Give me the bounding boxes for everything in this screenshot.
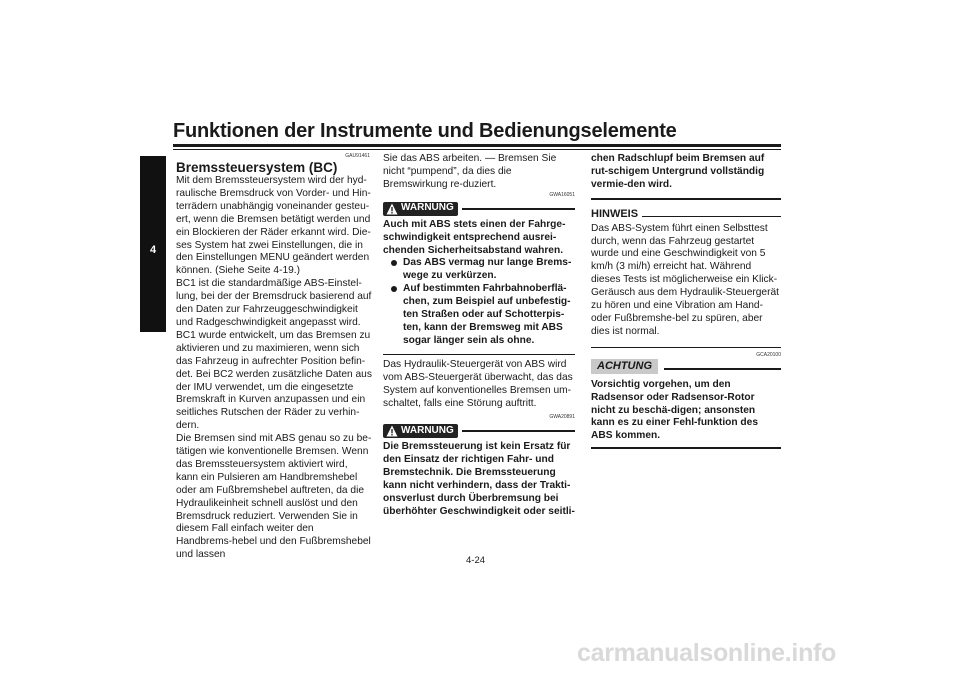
- warning-label: WARNUNG: [401, 202, 454, 214]
- warning-code: GWA20891: [549, 414, 575, 421]
- page-header: [173, 120, 781, 150]
- caution-end-rule: [591, 447, 781, 449]
- warning-code: GWA16051: [549, 191, 575, 198]
- warning-badge: [383, 202, 458, 216]
- warning-text: Die Bremssteuerung ist kein Ersatz für den Einsatz der richtigen Fahr- und Bremstechnik. Die Bremssteuerung kann nicht verhindern, dass der Trakti-onsverlust durch Überbremsung bei überhöhter Geschwindigkeit oder seitli-: [383, 441, 575, 517]
- warning-text-continued: chen Radschlupf beim Bremsen auf rut-schigem Untergrund vollständig vermie-den wird.: [591, 153, 765, 190]
- page-title: Funktionen der Instrumente und Bedienungselemente: [173, 120, 677, 142]
- note-header: [591, 208, 781, 221]
- section-title: Bremssteuersystem (BC): [176, 160, 338, 175]
- caution-header: [591, 359, 781, 374]
- warning-header: [383, 424, 575, 438]
- chapter-tab-number: 4: [150, 244, 157, 256]
- paragraph: Das Hydraulik-Steuergerät von ABS wird vom ABS-Steuergerät überwacht, das das System auf konventionelles Bremsen um-schaltet, falls eine Störung auftritt.: [383, 358, 573, 409]
- caution-text: Vorsichtig vorgehen, um den Radsensor oder Radsensor-Rotor nicht zu beschä-digen; ansonsten kann es zu einer Fehl-funktion des ABS kommen.: [591, 378, 758, 442]
- list-item: Das ABS vermag nur lange Brems-wege zu verkürzen.: [391, 257, 575, 283]
- warning-header: [383, 202, 575, 216]
- warning-triangle-icon: [386, 203, 398, 215]
- warning-label: WARNUNG: [401, 424, 454, 436]
- note-rule: [642, 216, 781, 217]
- warning-end-rule: [591, 198, 781, 200]
- caution-code: GCA20100: [756, 351, 781, 358]
- warning-triangle-icon: [386, 425, 398, 437]
- warning-rule: [462, 430, 575, 432]
- section-code: GAU91461: [345, 153, 370, 159]
- watermark: carmanualsonline.info: [577, 639, 837, 667]
- column-middle: [383, 153, 575, 519]
- paragraph: Sie das ABS arbeiten. — Bremsen Sie nicht “pumpend”, da dies die Bremswirkung re-duziert.: [383, 153, 557, 190]
- page-number: 4-24: [466, 555, 486, 566]
- list-item: Auf bestimmten Fahrbahnoberflä-chen, zum Beispiel auf unbefestig-ten Straßen oder auf Schotterpis-ten, kann der Bremsweg mit ABS sogar länger sein als ohne.: [391, 283, 575, 348]
- paragraph: Die Bremsen sind mit ABS genau so zu be-tätigen wie konventionelle Bremsen. Wenn das Bremssteuersystem aktiviert wird, kann ein Pulsieren am Handbremshebel oder am Fußbremshebel auftreten, da die Hydraulikeinheit schnell auslöst und den Bremsdruck reduziert. Verwenden Sie in diesem Fall einfach weiter den Handbrems-hebel und den Fußbremshebel und lassen: [176, 433, 372, 561]
- column-left: [176, 160, 372, 562]
- caution-badge: ACHTUNG: [591, 359, 658, 374]
- header-rule: [173, 144, 781, 147]
- warning-text: Auch mit ABS stets einen der Fahrge-schwindigkeit entsprechend ausrei-chenden Sicherheitsabstand wahren.: [383, 218, 566, 256]
- warning-bullet-list: [383, 257, 575, 347]
- paragraph: Mit dem Bremssteuersystem wird der hyd-raulische Bremsdruck von Vorder- und Hin-terrädern unabhängig voneinander gesteu-ert, wenn die Bremsen betätigt werden und ein Blockieren der Räder erkannt wird. Die-ses System hat zwei Einstellungen, die in den Einstellungen MENU geändert werden können. (Siehe Seite 4-19.): [176, 175, 371, 277]
- warning-badge: [383, 424, 458, 438]
- column-right: [591, 153, 781, 457]
- paragraph: BC1 ist die standardmäßige ABS-Einstel-lung, bei der der Bremsdruck basierend auf den Daten zur Fahrzeuggeschwindigkeit und Radgeschwindigkeit angepasst wird.: [176, 278, 372, 328]
- paragraph: BC1 wurde entwickelt, um das Bremsen zu aktivieren und zu maximieren, wenn sich das Fahrzeug in aufrechter Position befin-det. Bei BC2 werden zusätzliche Daten aus der IMU verwendet, um die eingesetzte Bremskraft in Kurven anzupassen und ein seitliches Rutschen der Räder zu verhin-dern.: [176, 329, 372, 432]
- header-rule-thin: [173, 149, 781, 150]
- warning-rule: [462, 208, 575, 210]
- caution-rule: [664, 368, 781, 370]
- note-end-rule: [591, 347, 781, 348]
- note-text: Das ABS-System führt einen Selbsttest durch, wenn das Fahrzeug gestartet wurde und eine Geschwindigkeit von 5 km/h (3 mi/h) erreicht hat. Während dieses Tests ist möglicherweise ein Klick-Geräusch aus dem Hydraulik-Steuergerät zu hören und eine Vibration am Hand- oder Fußbremshe-bel zu spüren, aber dies ist normal.: [591, 222, 779, 337]
- note-label: HINWEIS: [591, 207, 639, 220]
- warning-end-rule: [383, 354, 575, 355]
